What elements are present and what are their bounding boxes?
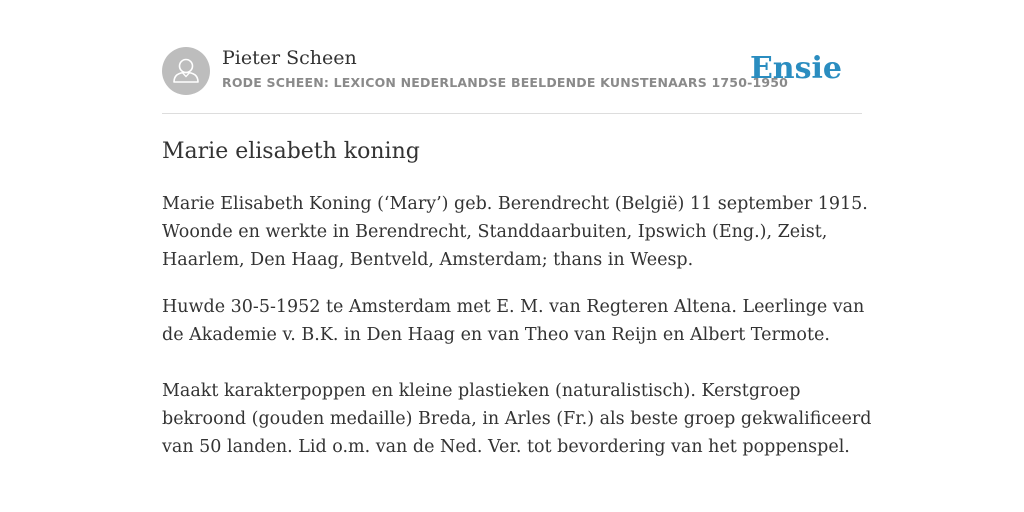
- author-avatar[interactable]: [162, 47, 210, 95]
- page-title: Marie elisabeth koning: [162, 139, 420, 164]
- article-header: [162, 46, 862, 96]
- header-divider: [162, 113, 862, 114]
- ensie-logo[interactable]: Ensie: [749, 51, 842, 86]
- user-silhouette-icon: [162, 47, 210, 95]
- article-paragraph-2: Huwde 30-5-1952 te Amsterdam met E. M. van Regteren Altena. Leerlinge van de Akademie v. B.K. in Den Haag en van Theo van Reijn en Albert Termote.: [162, 297, 865, 345]
- source-title-link[interactable]: RODE SCHEEN: LEXICON NEDERLANDSE BEELDENDE KUNSTENAARS 1750-1950: [222, 75, 789, 90]
- article-paragraph-1: Marie Elisabeth Koning (‘Mary’) geb. Berendrecht (België) 11 september 1915. Woonde en werkte in Berendrecht, Standdaarbuiten, Ipswich (Eng.), Zeist, Haarlem, Den Haag, Bentveld, Amsterdam; thans in Weesp.: [162, 194, 868, 270]
- author-name-link[interactable]: Pieter Scheen: [222, 47, 357, 69]
- article-paragraph-3: Maakt karakterpoppen en kleine plastieken (naturalistisch). Kerstgroep bekroond (gouden medaille) Breda, in Arles (Fr.) als beste groep gekwalificeerd van 50 landen. Lid o.m. van de Ned. Ver. tot bevordering van het poppenspel.: [162, 381, 872, 457]
